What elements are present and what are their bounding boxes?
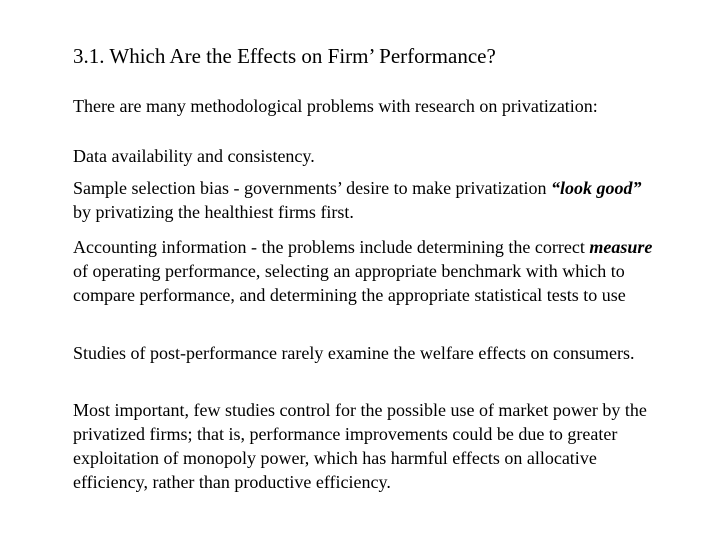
emphasis-text: measure: [589, 237, 653, 257]
slide-title: 3.1. Which Are the Effects on Firm’ Performance?: [73, 44, 496, 68]
paragraph-data-availability: Data availability and consistency.: [73, 146, 315, 166]
emphasis-text: “look good”: [551, 178, 642, 198]
paragraph-text: by privatizing the healthiest firms first.: [73, 202, 354, 222]
intro-text: There are many methodological problems with research on privatization:: [73, 96, 598, 116]
paragraph-accounting-information: [73, 235, 663, 307]
paragraph-text: Accounting information - the problems include determining the correct: [73, 237, 590, 257]
paragraph-text: of operating performance, selecting an appropriate benchmark with which to compare performance, and determining the appropriate statistical tests to use: [73, 261, 626, 305]
paragraph-sample-selection: [73, 176, 663, 224]
paragraph-text: Sample selection bias - governments’ desire to make privatization: [73, 178, 552, 198]
paragraph-post-performance: Studies of post-performance rarely examine the welfare effects on consumers.: [73, 343, 635, 363]
paragraph-market-power: Most important, few studies control for the possible use of market power by the privatized firms; that is, performance improvements could be due to greater exploitation of monopoly power, which has harmful effects on allocative efficiency, rather than productive efficiency.: [73, 400, 647, 492]
